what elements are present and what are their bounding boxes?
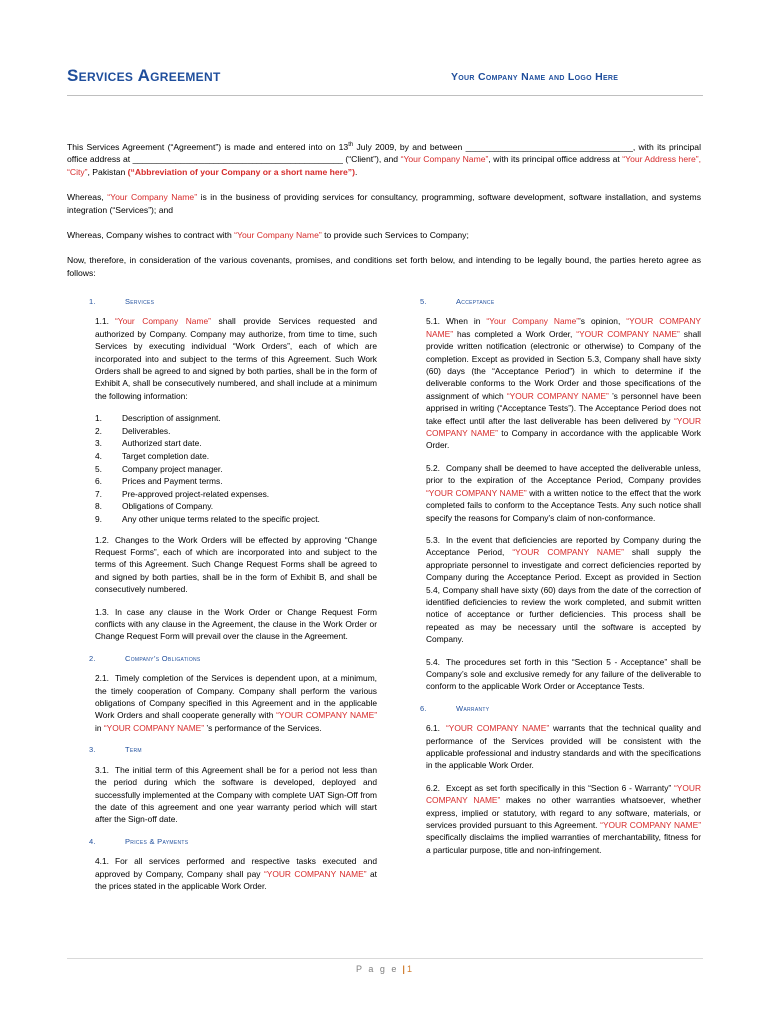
- clause-1-1: 1.1. “Your Company Name” shall provide Services requested and authorized by Company. Company may authorize, from time to time, such Services by executing individual “Work Orders”, each of which are incorporated into and subject to the terms of this Agreement. Such Work Orders shall be agreed to and signed by both parties, shall be in the form of Exhibit A, shall be consecutively numbered, and shall include at a minimum the following information:: [95, 316, 377, 401]
- list-item: 6. Prices and Payment terms.: [95, 476, 223, 487]
- clause-5-4: 5.4. The procedures set forth in this “Section 5 - Acceptance” shall be Company’s sole and exclusive remedy for any failure of the deliverable to conform to the applicable Work Order or Acceptance Tests.: [426, 656, 701, 692]
- footer-separator: |: [402, 964, 405, 974]
- right-column: [420, 296, 701, 866]
- clause-1-2: 1.2. Changes to the Work Orders will be effected by approving “Change Request Forms”, each of which are incorporated into and subject to the terms of this Agreement. Such Change Request Forms shall be agreed to and signed by both parties, shall be in the form of Exhibit B, and shall be consecutively numbered.: [95, 534, 377, 595]
- list-item: 2. Deliverables.: [95, 425, 171, 436]
- list-item: 8. Obligations of Company.: [95, 501, 214, 512]
- header-divider: [67, 95, 703, 96]
- section-heading-acceptance: 5. Acceptance: [420, 297, 495, 306]
- list-item: 7. Pre-approved project-related expenses.: [95, 488, 270, 499]
- list-item: 9. Any other unique terms related to the specific project.: [95, 514, 320, 524]
- intro-paragraph-whereas-2: Whereas, Company wishes to contract with “Your Company Name” to provide such Services to Company;: [67, 230, 469, 240]
- page-number: 1: [406, 964, 412, 974]
- clause-5-1: 5.1. When in “Your Company Name”’s opinion, “YOUR COMPANY NAME” has completed a Work Order, “YOUR COMPANY NAME” shall provide written notification (electronic or otherwise) to Company of the completion. Except as provided in Section 5.3, Company shall have sixty (60) days (the “Acceptance Period”) in which to determine if the deliverable conforms to the Work Order and those specifications of the assignment of which “YOUR COMPANY NAME” ’s personnel have been apprised in writing (“Acceptance Tests”). The Acceptance Period does not take effect until after the last deliverable has been delivered by “YOUR COMPANY NAME” to Company in accordance with the applicable Work Order.: [426, 316, 701, 451]
- footer-divider: [67, 958, 703, 959]
- section-heading-services: 1. Services: [89, 297, 155, 306]
- list-item: 1. Description of assignment.: [95, 413, 221, 424]
- clause-4-1: 4.1. For all services performed and respective tasks executed and approved by Company, Company shall pay “YOUR COMPANY NAME” at the prices stated in the applicable Work Order.: [95, 856, 377, 891]
- page-label: P a g e: [356, 964, 399, 974]
- clause-6-2: 6.2. Except as set forth specifically in this “Section 6 - Warranty” “YOUR COMPANY NAME” makes no other warranties whatsoever, whether express, implied or statutory, with regard to any software, materials, or services provided pursuant to this Agreement. “YOUR COMPANY NAME” specifically disclaims the implied warranties of merchantability, fitness for a particular purpose, title and non-infringement.: [426, 782, 701, 855]
- page-footer: [0, 964, 768, 974]
- clause-6-1: 6.1. “YOUR COMPANY NAME” warrants that the technical quality and performance of the Services provided will be consistent with the applicable professional and industry standards and with the specifications in the applicable Work Order.: [426, 723, 701, 771]
- list-item: 3. Authorized start date.: [95, 438, 202, 449]
- list-item: 4. Target completion date.: [95, 451, 210, 462]
- section-heading-warranty: 6. Warranty: [420, 703, 490, 713]
- intro-paragraph-now-therefore: Now, therefore, in consideration of the various covenants, promises, and conditions set forth below, and intending to be legally bound, the parties hereto agree as follows:: [67, 255, 701, 278]
- section-heading-term: 3. Term: [89, 745, 142, 755]
- clause-3-1: 3.1. The initial term of this Agreement shall be for a period not less than the period during which the software is developed, deployed and successfully implemented at the Company with complete UAT Sign-Off from the date of this agreement and one year warranty period which will start after the Sign-off date.: [95, 764, 377, 825]
- intro-paragraph-parties: This Services Agreement (“Agreement”) is made and entered into on 13th July 2009, by and between ___________________________________, with its principal office address at ____________________________________________ (“Client”), and “Your Company Name”, with its principal office address at “Your Address here”, “City”, Pakistan (“Abbreviation of your Company or a short name here”).: [67, 141, 702, 178]
- work-order-info-list: [95, 412, 377, 525]
- document-title: Services Agreement: [67, 66, 221, 85]
- section-heading-company-obligations: 2. Company’s Obligations: [89, 653, 201, 663]
- clause-2-1: 2.1. Timely completion of the Services is dependent upon, at a minimum, the timely cooperation of Company. Company shall perform the various obligations of Company specified in this Agreement and in the applicable Work Orders and shall cooperate generally with “YOUR COMPANY NAME” in “YOUR COMPANY NAME” ’s performance of the Services.: [95, 673, 377, 733]
- clause-5-3: 5.3. In the event that deficiencies are reported by Company during the Acceptance Period, “YOUR COMPANY NAME” shall supply the appropriate personnel to investigate and correct deficiencies reported by Company during the Acceptance Period. Except as provided in Section 5.4, Company shall have sixty (60) days from the date of the correction of identified deficiencies to review the work completed, and submit written notice of acceptance or further deficiencies. This process shall be repeated as may be necessary until the software is accepted by Company.: [426, 534, 701, 645]
- intro-paragraph-whereas-1: Whereas, “Your Company Name” is in the business of providing services for consultancy, programming, software development, software installation, and systems integration (“Services”); and: [67, 192, 701, 215]
- clause-1-3: 1.3. In case any clause in the Work Order or Change Request Form conflicts with any clause in the Agreement, the clause in the Work Order or Change Request Form will prevail over the clause in the Agreement.: [95, 606, 377, 642]
- section-heading-prices-payments: 4. Prices & Payments: [89, 836, 189, 846]
- clause-5-2: 5.2. Company shall be deemed to have accepted the deliverable unless, prior to the expiration of the Acceptance Period, Company provides “YOUR COMPANY NAME” with a written notice to the effect that the work completed fails to conform to the Acceptance Tests. Any such notice shall specify the reasons for Company’s claim of non-conformance.: [426, 462, 701, 523]
- left-column: [89, 296, 377, 902]
- list-item: 5. Company project manager.: [95, 463, 223, 474]
- company-logo-placeholder: Your Company Name and Logo Here: [451, 71, 619, 83]
